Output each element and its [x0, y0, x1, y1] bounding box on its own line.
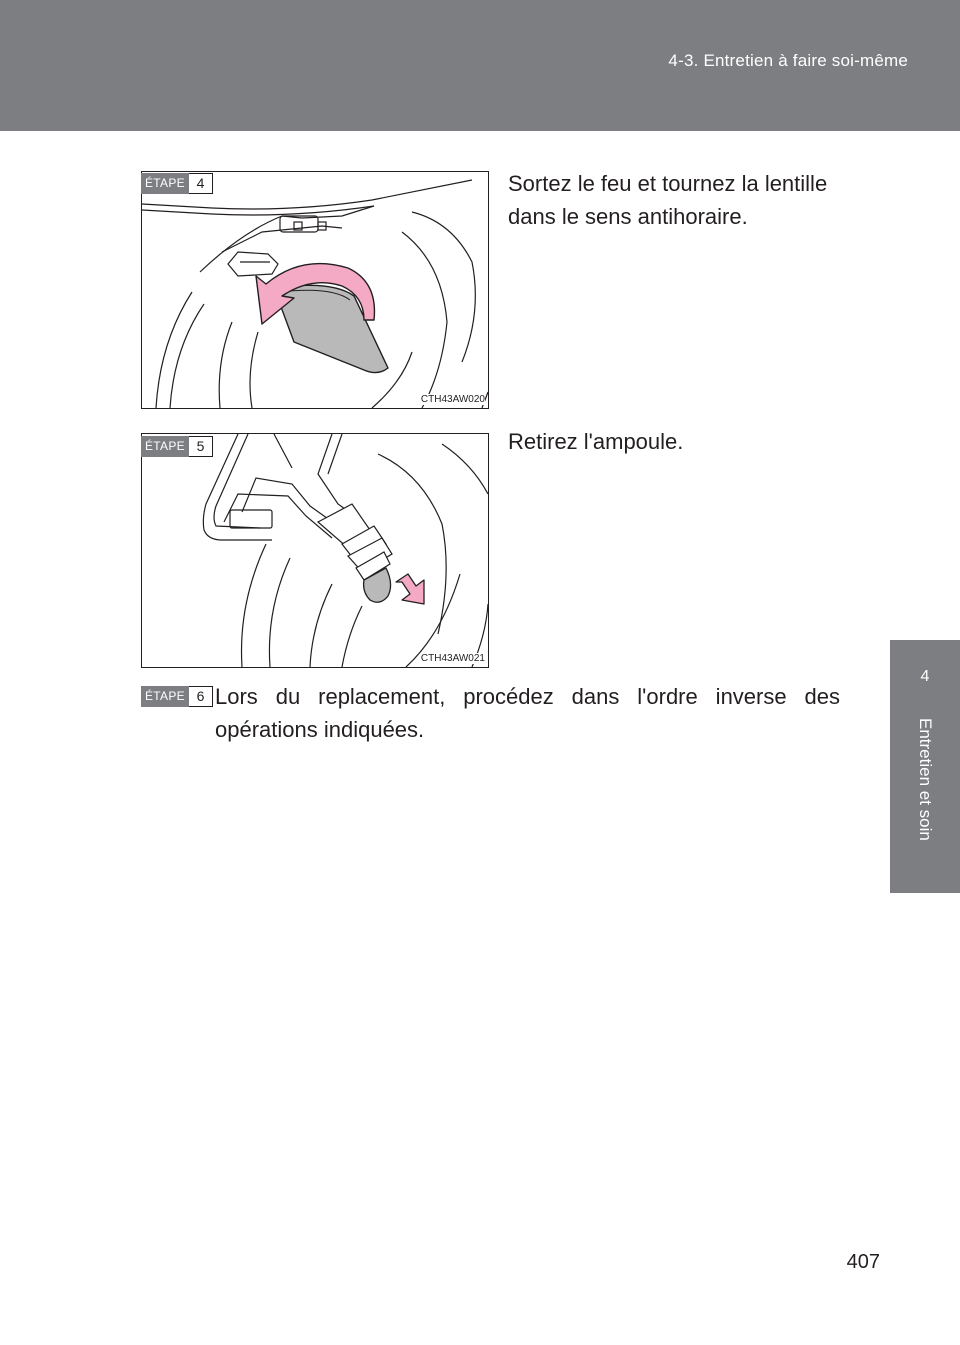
page-header	[0, 0, 960, 131]
step-number: 5	[189, 436, 213, 457]
step-label: ÉTAPE	[141, 436, 189, 457]
step-6-instruction: Lors du replacement, procédez dans l'ordre inverse des opérations indiquées.	[215, 684, 840, 742]
lens-rotation-drawing	[142, 172, 488, 408]
page-number: 407	[846, 1251, 880, 1273]
step-5-illustration	[141, 433, 489, 668]
chapter-number: 4	[920, 668, 930, 685]
step-4-illustration	[141, 171, 489, 409]
figure-code: CTH43AW020	[420, 394, 485, 405]
step-5-instruction: Retirez l'ampoule.	[508, 429, 684, 454]
figure-code: CTH43AW021	[420, 653, 485, 664]
step-4-instruction: Sortez le feu et tournez la lentille dans le sens antihoraire.	[508, 171, 828, 229]
chapter-side-tab[interactable]	[890, 640, 960, 893]
step-5-badge	[141, 436, 213, 457]
step-label: ÉTAPE	[141, 686, 189, 707]
bulb-removal-drawing	[142, 434, 488, 667]
chapter-label: Entretien et soin	[916, 718, 935, 841]
step-4-badge	[141, 173, 213, 194]
step-number: 4	[189, 173, 213, 194]
step-label: ÉTAPE	[141, 173, 189, 194]
section-title: 4-3. Entretien à faire soi-même	[668, 51, 908, 70]
step-number: 6	[189, 686, 213, 707]
step-6-badge	[141, 686, 213, 707]
